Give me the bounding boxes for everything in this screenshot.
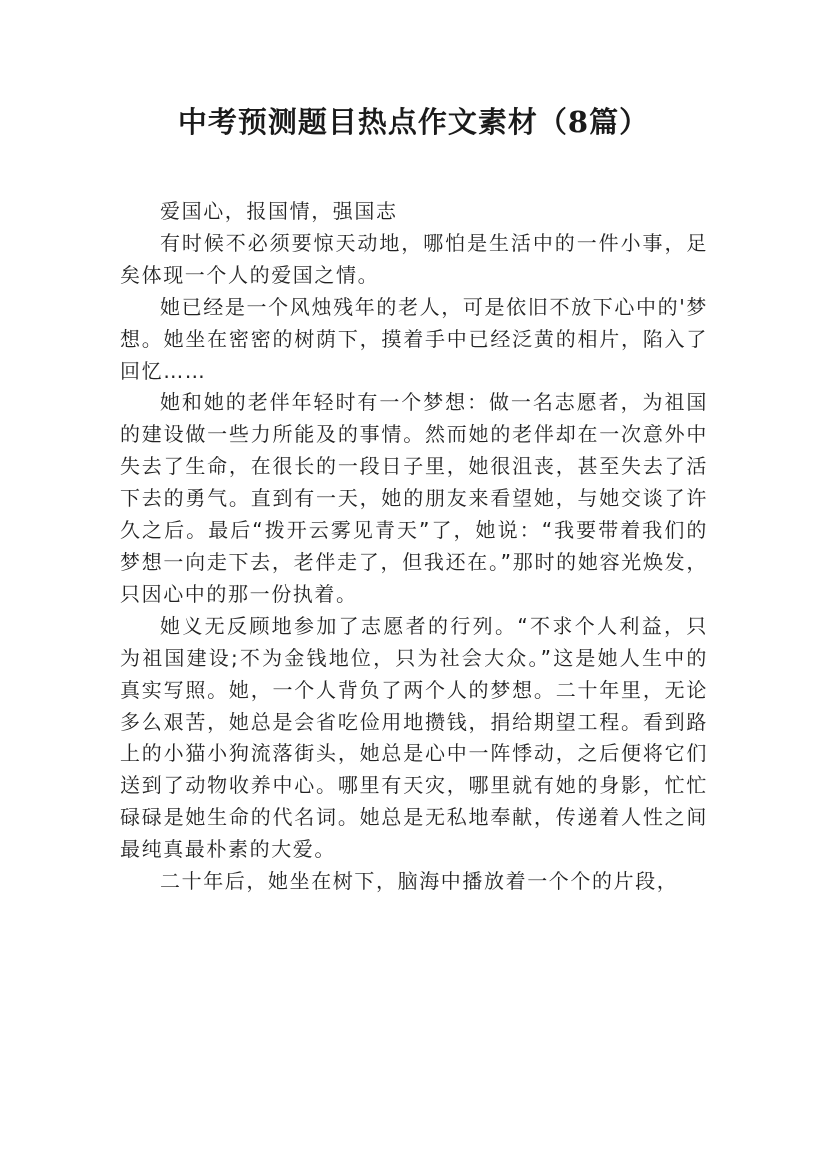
paragraph: 有时候不必须要惊天动地，哪怕是生活中的一件小事，足矣体现一个人的爱国之情。 [120,230,708,287]
document-body [120,196,708,898]
document-title: 中考预测题目热点作文素材（8篇） [177,105,650,139]
paragraph: 她已经是一个风烛残年的老人，可是依旧不放下心中的'梦想。她坐在密密的树荫下，摸着手中已经泛黄的相片，陷入了回忆…… [120,294,708,383]
paragraph: 她义无反顾地参加了志愿者的行列。“不求个人利益，只为祖国建设;不为金钱地位，只为社会大众。”这是她人生中的真实写照。她，一个人背负了两个人的梦想。二十年里，无论多么艰苦，她总是会省吃俭用地攒钱，捐给期望工程。看到路上的小猫小狗流落街头，她总是心中一阵悸动，之后便将它们送到了动物收养中心。哪里有天灾，哪里就有她的身影，忙忙碌碌是她生命的代名词。她总是无私地奉献，传递着人性之间最纯真最朴素的大爱。 [120,613,708,862]
section-subheading: 爱国心，报国情，强国志 [160,199,398,223]
paragraph: 二十年后，她坐在树下，脑海中播放着一个个的片段， [160,869,679,894]
paragraph: 她和她的老伴年轻时有一个梦想：做一名志愿者，为祖国的建设做一些力所能及的事情。然而她的老伴却在一次意外中失去了生命，在很长的一段日子里，她很沮丧，甚至失去了活下去的勇气。直到有一天，她的朋友来看望她，与她交谈了许久之后。最后“拨开云雾见青天”了，她说：“我要带着我们的梦想一向走下去，老伴走了，但我还在。”那时的她容光焕发，只因心中的那一份执着。 [120,390,708,606]
